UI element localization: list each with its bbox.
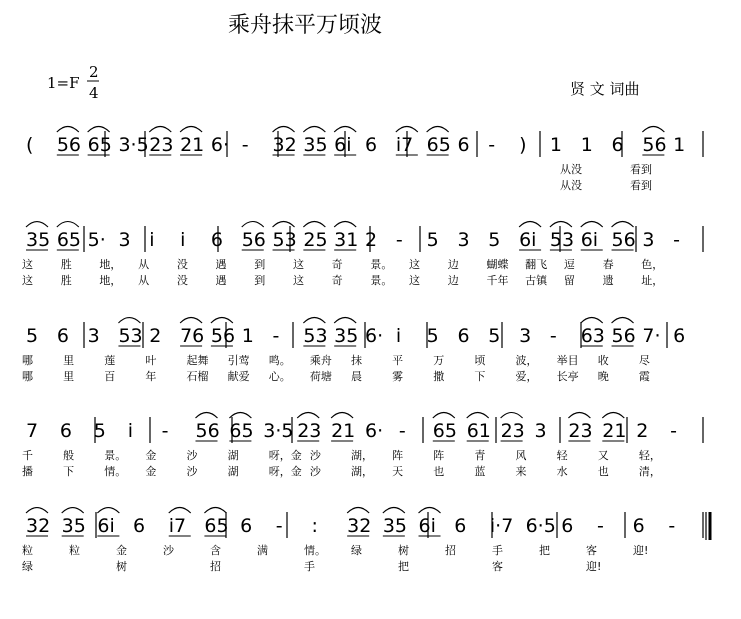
lyric: 边: [447, 274, 459, 287]
lyric: 留: [563, 274, 575, 287]
note: 32: [272, 134, 297, 156]
note: 53: [549, 229, 575, 251]
lyric: 春: [602, 258, 614, 271]
lyric: 胜: [60, 274, 72, 287]
lyric: 平: [392, 354, 404, 367]
lyric: 也: [597, 465, 609, 478]
lyric: 沙: [309, 465, 321, 478]
slur: [519, 222, 541, 228]
slur: [602, 413, 624, 419]
note: -: [275, 515, 283, 537]
lyric: 金: [145, 465, 157, 478]
note: 65: [87, 134, 112, 156]
lyric: 起舞: [186, 354, 209, 367]
lyric: 景。: [370, 258, 393, 271]
note: -: [161, 420, 169, 442]
note: 65: [56, 229, 82, 251]
note: -: [668, 515, 676, 537]
lyric: 从没: [560, 179, 582, 192]
lyric: 般: [63, 449, 75, 462]
note: 1: [580, 134, 593, 156]
lyric: 顷: [474, 354, 486, 367]
lyric: 雾: [392, 370, 404, 383]
lyric: 湖: [227, 465, 239, 478]
slur: [383, 508, 405, 514]
note: 53: [118, 325, 143, 347]
note: 23: [500, 420, 525, 442]
slur: [568, 413, 590, 419]
lyric: 树: [116, 560, 127, 573]
lyric: 这: [409, 258, 421, 271]
lyric: 阵: [433, 449, 445, 462]
lyric: 看到: [630, 179, 652, 192]
note: 5: [488, 325, 501, 347]
slur: [297, 413, 319, 419]
lyric: 情。: [104, 465, 127, 478]
lyric: 手: [492, 544, 503, 557]
lyric: 万: [433, 354, 445, 367]
note: -: [670, 420, 677, 442]
note: 65: [432, 420, 457, 442]
lyric: 下: [63, 465, 75, 478]
lyric: 水: [556, 465, 568, 478]
note: 3: [87, 325, 100, 347]
lyric: 粒: [22, 544, 33, 557]
lyric: 青: [474, 449, 486, 462]
note: 6: [210, 229, 224, 251]
note: 23: [297, 420, 322, 442]
lyric: 呀，金: [268, 465, 302, 478]
system-3: [22, 318, 685, 384]
lyric: 这: [292, 258, 304, 271]
lyric: 湖: [227, 449, 239, 462]
slur: [303, 127, 325, 133]
lyric: 百: [104, 370, 116, 383]
lyric: 蓝: [474, 465, 486, 478]
lyric: 蝴蝶: [486, 258, 509, 271]
note: 65: [426, 134, 451, 156]
lyric: 莲: [104, 354, 116, 367]
slur: [204, 508, 226, 514]
note: 6: [365, 134, 378, 156]
lyric: 举目: [556, 354, 579, 367]
note: i7: [395, 134, 414, 156]
note: 35: [334, 325, 359, 347]
slur: [501, 413, 523, 419]
slur: [273, 222, 295, 228]
lyric: 里: [63, 370, 75, 383]
slur: [612, 318, 634, 324]
lyric: 遗: [602, 274, 614, 287]
note: 35: [61, 515, 86, 537]
note: 2: [149, 325, 162, 347]
slur: [97, 508, 119, 514]
note: -: [673, 229, 681, 251]
lyric: 晨: [351, 370, 362, 383]
lyric: 里: [63, 354, 75, 367]
lyric: 哪: [22, 354, 33, 367]
lyric: 从: [138, 274, 150, 287]
lyric: 哪: [22, 370, 33, 383]
note: 65: [204, 515, 229, 537]
note: 56: [241, 229, 266, 251]
note: 56: [56, 134, 82, 156]
note: 5: [488, 229, 501, 251]
slur: [273, 127, 295, 133]
slur: [581, 222, 603, 228]
lyric: 这: [22, 258, 33, 271]
lyric: 撒: [433, 370, 445, 383]
slur: [149, 127, 171, 133]
slur: [88, 127, 110, 133]
slur: [467, 413, 489, 419]
note: 6i: [580, 229, 599, 251]
note: 6·5: [525, 515, 556, 537]
lyric: 遇: [215, 274, 227, 287]
lyric: 献爱: [227, 370, 250, 383]
lyric: 没: [176, 258, 188, 271]
slur: [229, 413, 251, 419]
lyric: 翻飞: [525, 258, 548, 271]
note: 3: [642, 229, 655, 251]
music-systems: [22, 127, 710, 574]
slur: [334, 318, 356, 324]
lyric: 看到: [630, 163, 652, 176]
lyric: 呀，金: [268, 449, 302, 462]
lyric: 地，: [99, 258, 122, 271]
note: 35: [26, 229, 51, 251]
note: 56: [210, 325, 236, 347]
note: ): [519, 134, 527, 156]
lyric: 乘舟: [309, 354, 332, 367]
song-title: 乘舟抹平万顷波: [228, 13, 383, 38]
note: 35: [303, 134, 328, 156]
lyric: 奇: [331, 258, 343, 271]
note: 5: [93, 420, 106, 442]
note: 23: [149, 134, 174, 156]
lyric: 波，: [515, 354, 538, 367]
slur: [196, 413, 218, 419]
lyric: 从: [138, 258, 150, 271]
note: 5·: [87, 229, 106, 251]
lyric: 播: [22, 465, 33, 478]
lyric: 晚: [597, 370, 609, 383]
slur: [612, 222, 634, 228]
note: 6: [457, 134, 470, 156]
note: 76: [180, 325, 205, 347]
note: 6·: [210, 134, 230, 156]
lyric: 石榴: [186, 370, 209, 383]
lyric: 手: [304, 560, 315, 573]
slur: [427, 127, 449, 133]
lyric: 粒: [69, 544, 80, 557]
note: 6·: [365, 325, 384, 347]
note: i: [127, 420, 133, 442]
lyric: 景。: [104, 449, 127, 462]
note: 56: [611, 325, 636, 347]
lyric: 胜: [60, 258, 72, 271]
note: 23: [568, 420, 593, 442]
lyric: 这: [409, 274, 421, 287]
note: 3: [118, 229, 131, 251]
note: -: [398, 420, 406, 442]
lyric: 来: [515, 465, 527, 478]
slur: [347, 508, 369, 514]
lyric: 招: [210, 560, 221, 573]
note: 3: [519, 325, 532, 347]
system-5: [22, 508, 703, 574]
note: 6: [240, 515, 253, 537]
note: :: [311, 515, 318, 537]
lyric: 沙: [186, 465, 198, 478]
system-2: [22, 222, 703, 288]
note: 7·: [642, 325, 661, 347]
note: 1: [549, 134, 563, 156]
lyric: 到: [254, 274, 266, 287]
note: (: [26, 134, 34, 156]
note: i: [149, 229, 155, 251]
lyric: 金: [145, 449, 157, 462]
lyric: 又: [597, 449, 609, 462]
slur: [550, 222, 572, 228]
lyric: 沙: [186, 449, 198, 462]
system-4: [22, 413, 703, 479]
lyric: 逗: [563, 258, 575, 271]
slur: [303, 222, 325, 228]
note: 25: [303, 229, 328, 251]
lyric: 景。: [370, 274, 393, 287]
system-1: [26, 127, 703, 193]
slur: [26, 222, 48, 228]
lyric: 湖，: [351, 465, 373, 478]
note: 21: [602, 420, 627, 442]
note: 6i: [519, 229, 537, 251]
lyric: 把: [398, 560, 409, 573]
lyric: 没: [176, 274, 188, 287]
lyric: 沙: [309, 449, 321, 462]
note: 6: [611, 134, 624, 156]
note: 6i: [97, 515, 115, 537]
slur: [334, 222, 356, 228]
note: 3: [457, 229, 470, 251]
slur: [180, 127, 202, 133]
note: -: [272, 325, 280, 347]
note: 6i: [334, 134, 352, 156]
lyric: 这: [292, 274, 304, 287]
lyric: 情。: [304, 544, 326, 557]
lyric: 尽: [638, 354, 650, 367]
note: 63: [580, 325, 605, 347]
slur: [57, 127, 79, 133]
slur: [57, 222, 79, 228]
lyric: 风: [515, 449, 527, 462]
note: -: [395, 229, 403, 251]
note: 6: [56, 325, 69, 347]
lyric: 客: [492, 560, 503, 573]
slur: [118, 318, 140, 324]
lyric: 年: [145, 370, 157, 383]
lyric: 沙: [163, 544, 174, 557]
note: -: [488, 134, 496, 156]
time-signature-bottom: 4: [89, 84, 99, 102]
slur: [242, 222, 264, 228]
slur: [433, 413, 455, 419]
slur: [581, 318, 603, 324]
slur: [331, 413, 353, 419]
lyric: 客: [586, 544, 597, 557]
lyric: 湖，: [351, 449, 373, 462]
note: 6: [454, 515, 467, 537]
note: 56: [195, 420, 220, 442]
note: 65: [229, 420, 254, 442]
slur: [62, 508, 84, 514]
lyric: 抹: [351, 354, 362, 367]
lyric: 奇: [331, 274, 343, 287]
slur: [211, 318, 233, 324]
note: 32: [347, 515, 372, 537]
slur: [642, 127, 664, 133]
slur: [169, 508, 191, 514]
note: 2: [636, 420, 649, 442]
lyric: 满: [257, 544, 268, 557]
lyric: 鸣。: [268, 354, 291, 367]
lyric: 迎!: [586, 560, 602, 573]
lyric: 招: [445, 544, 456, 557]
note: 31: [334, 229, 359, 251]
slur: [303, 318, 325, 324]
note: 21: [331, 420, 356, 442]
lyric: 天: [392, 465, 404, 478]
note: 6: [457, 325, 470, 347]
lyric: 遇: [215, 258, 227, 271]
slur: [419, 508, 441, 514]
note: 5: [26, 325, 39, 347]
note: 2: [365, 229, 378, 251]
note: 6: [133, 515, 146, 537]
note: 1: [241, 325, 254, 347]
lyric: 到: [254, 258, 266, 271]
note: i: [395, 325, 402, 347]
note: 35: [382, 515, 408, 537]
lyric: 长亭: [556, 370, 579, 383]
note: 6: [561, 515, 574, 537]
note: i7: [168, 515, 187, 537]
lyric: 霞: [638, 370, 650, 383]
lyric: 轻: [556, 449, 568, 462]
lyric: 从没: [560, 163, 582, 176]
note: -: [549, 325, 557, 347]
note: 53: [272, 229, 297, 251]
lyric: 引莺: [227, 354, 250, 367]
lyric: 含: [210, 544, 221, 557]
note: 6: [673, 325, 686, 347]
lyric: 色，: [641, 258, 664, 271]
note: 3·5: [263, 420, 294, 442]
note: 5: [426, 229, 439, 251]
lyric: 阵: [392, 449, 404, 462]
lyric: 也: [433, 465, 445, 478]
lyric: 爱，: [515, 370, 538, 383]
lyric: 把: [539, 544, 550, 557]
lyric: 地，: [99, 274, 122, 287]
note: 53: [303, 325, 328, 347]
note: 21: [180, 134, 205, 156]
lyric: 这: [22, 274, 33, 287]
lyric: 绿: [351, 544, 362, 557]
note: i: [180, 229, 186, 251]
note: 6: [59, 420, 72, 442]
note: 3·5: [118, 134, 149, 156]
lyric: 金: [116, 544, 127, 557]
slur: [180, 318, 202, 324]
lyric: 收: [597, 354, 609, 367]
lyric: 古镇: [525, 274, 548, 287]
lyric: 址，: [641, 274, 664, 287]
note: 6·: [365, 420, 384, 442]
note: 7: [26, 420, 39, 442]
lyric: 千: [22, 449, 33, 462]
slur: [26, 508, 48, 514]
lyric: 边: [447, 258, 459, 271]
lyric: 下: [474, 370, 486, 383]
note: 61: [466, 420, 491, 442]
note: 56: [642, 134, 667, 156]
lyric: 绿: [22, 560, 33, 573]
note: -: [241, 134, 249, 156]
credit: 贤 文 词曲: [570, 80, 640, 98]
note: 32: [26, 515, 51, 537]
note: 6i: [418, 515, 436, 537]
lyric: 荷塘: [309, 370, 332, 383]
key-signature: 1=F: [47, 74, 80, 92]
lyric: 清，: [638, 465, 661, 478]
lyric: 树: [398, 544, 409, 557]
lyric: 轻，: [638, 449, 661, 462]
note: 56: [611, 229, 636, 251]
lyric: 叶: [145, 354, 157, 367]
note: 5: [426, 325, 439, 347]
time-signature-top: 2: [89, 63, 99, 81]
lyric: 心。: [268, 370, 291, 383]
lyric: 迎!: [633, 544, 649, 557]
note: 3: [534, 420, 547, 442]
note: i·7: [489, 515, 514, 537]
lyric: 千年: [486, 274, 509, 287]
note: 1: [673, 134, 686, 156]
note: 6: [632, 515, 645, 537]
note: -: [596, 515, 604, 537]
